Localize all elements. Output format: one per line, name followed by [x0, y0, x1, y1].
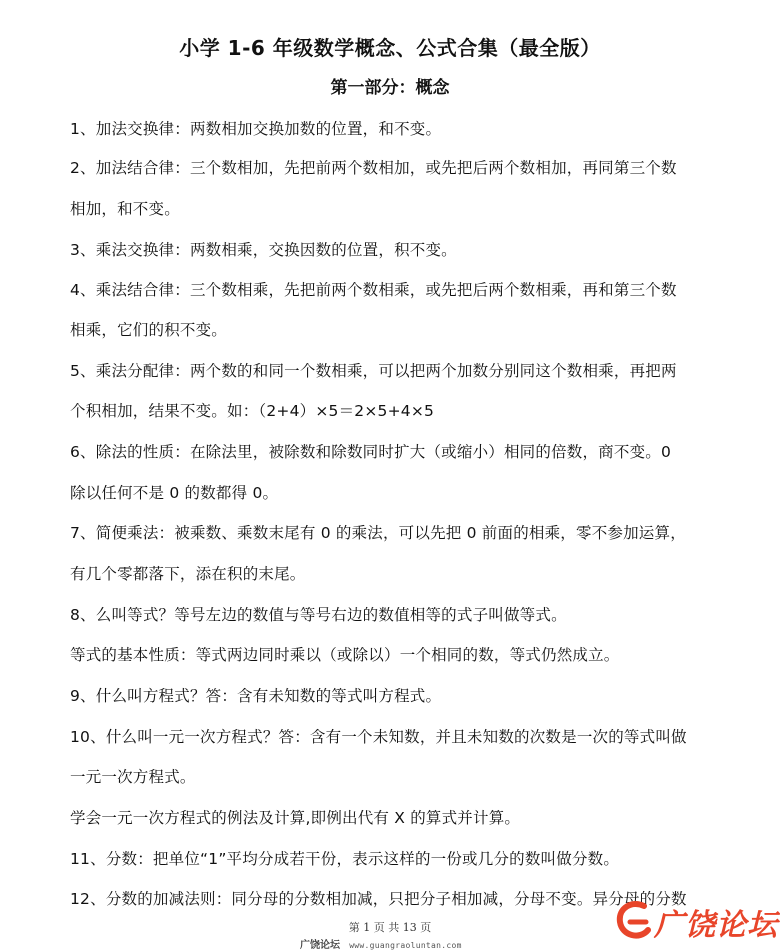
logo-text: 广饶论坛 — [654, 908, 778, 943]
body-line: 1、加法交换律：两数相加交换加数的位置，和不变。 — [70, 120, 442, 138]
body-line: 11、分数：把单位“1”平均分成若干份，表示这样的一份或几分的数叫做分数。 — [70, 850, 620, 868]
body-line: 等式的基本性质：等式两边同时乘以（或除以）一个相同的数，等式仍然成立。 — [70, 646, 620, 664]
page-indicator: 第 1 页 共 13 页 — [348, 921, 432, 934]
site-name: 广饶论坛 — [300, 940, 340, 951]
body-line: 个积相加，结果不变。如：（2+4）×5＝2×5+4×5 — [70, 402, 435, 420]
body-line: 9、什么叫方程式？答：含有未知数的等式叫方程式。 — [70, 687, 442, 705]
body-line: 相乘，它们的积不变。 — [70, 321, 228, 339]
body-line: 7、简便乘法：被乘数、乘数末尾有 0 的乘法，可以先把 0 前面的相乘，零不参加运算， — [70, 524, 686, 542]
body-line: 相加，和不变。 — [70, 200, 180, 218]
body-line: 除以任何不是 0 的数都得 0。 — [70, 484, 279, 502]
site-url: www.guangraoluntan.com — [349, 941, 462, 950]
body-line: 3、乘法交换律：两数相乘，交换因数的位置，积不变。 — [70, 241, 457, 259]
body-line: 2、加法结合律：三个数相加，先把前两个数相加，或先把后两个数相加，再同第三个数 — [70, 159, 677, 177]
body-line: 12、分数的加减法则：同分母的分数相加减，只把分子相加减，分母不变。异分母的分数 — [70, 890, 687, 908]
body-line: 6、除法的性质：在除法里，被除数和除数同时扩大（或缩小）相同的倍数，商不变。0 — [70, 443, 672, 461]
body-line: 学会一元一次方程式的例法及计算,即例出代有 X 的算式并计算。 — [70, 809, 521, 827]
body-line: 4、乘法结合律：三个数相乘，先把前两个数相乘，或先把后两个数相乘，再和第三个数 — [70, 281, 677, 299]
body-line: 5、乘法分配律：两个数的和同一个数相乘，可以把两个加数分别同这个数相乘，再把两 — [70, 362, 677, 380]
body-line: 有几个零都落下，添在积的末尾。 — [70, 565, 306, 583]
watermark-logo — [612, 892, 778, 948]
site-footer — [300, 936, 462, 951]
body-line: 8、么叫等式？等号左边的数值与等号右边的数值相等的式子叫做等式。 — [70, 606, 567, 624]
page-title: 小学 1-6 年级数学概念、公式合集（最全版） — [179, 36, 601, 60]
section-heading: 第一部分：概念 — [330, 78, 450, 98]
body-line: 一元一次方程式。 — [70, 768, 196, 786]
logo-swirl-icon — [612, 896, 656, 946]
body-line: 10、什么叫一元一次方程式？答：含有一个未知数，并且未知数的次数是一次的等式叫做 — [70, 728, 687, 746]
